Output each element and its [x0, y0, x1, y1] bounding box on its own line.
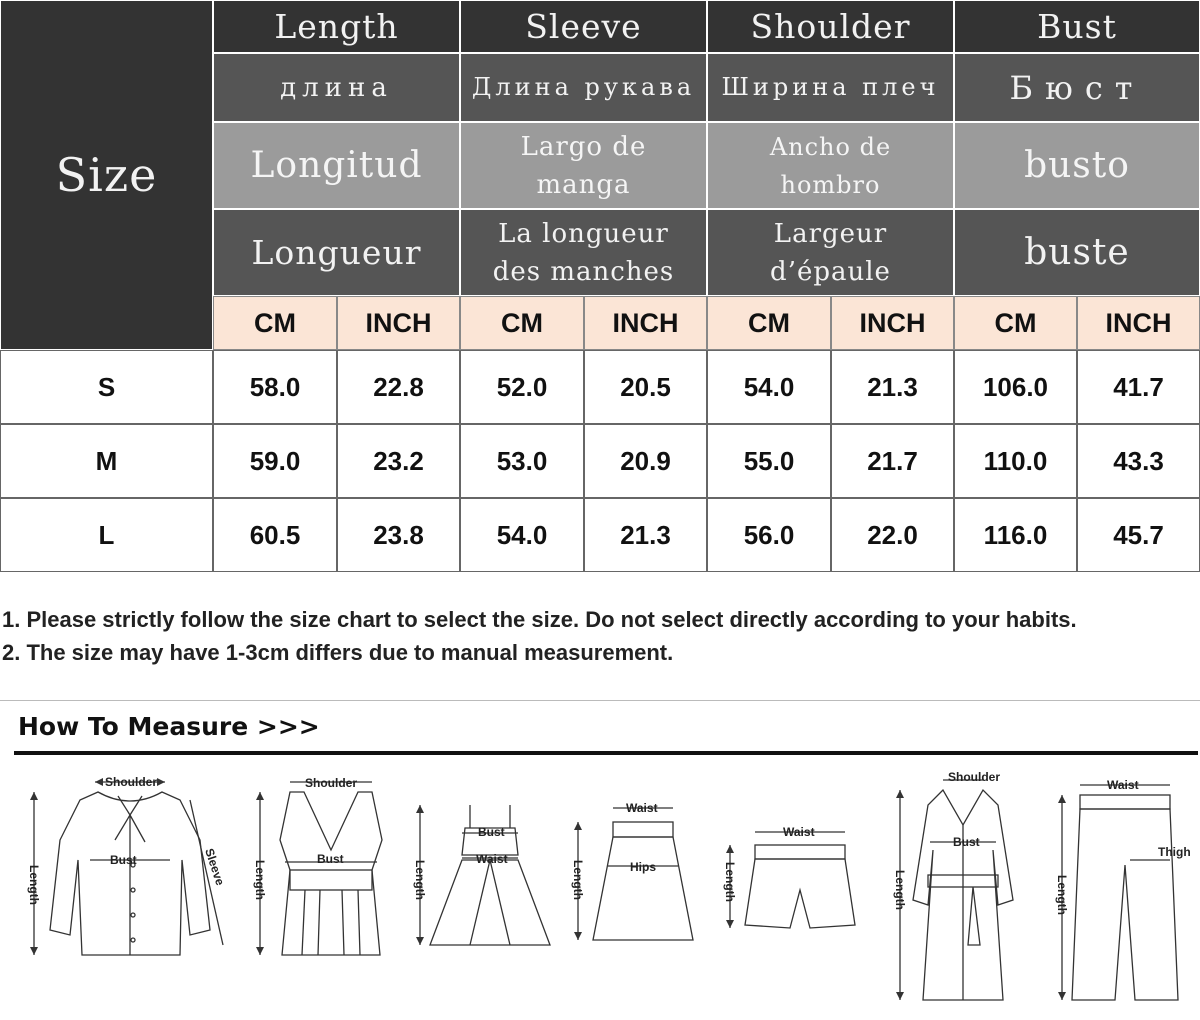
value-text: 60.5 — [249, 519, 301, 550]
unit-label: INCH — [365, 307, 432, 338]
waist-label: Waist — [626, 801, 658, 815]
unit-cm-length — [213, 296, 337, 350]
size-value: S — [97, 371, 116, 402]
vest-figure — [250, 770, 400, 970]
bust-header-ru — [954, 53, 1200, 122]
value-cell — [460, 350, 584, 424]
sleeve-header-fr-text: La longueur des manches — [492, 218, 675, 287]
sleeve-header-en — [460, 0, 707, 53]
shoulder-header-fr-text: Largeur d’épaule — [770, 218, 891, 287]
value-text: 22.8 — [373, 371, 424, 402]
length-header-es-text: Longitud — [250, 145, 423, 186]
value-cell — [584, 498, 707, 572]
unit-label: CM — [501, 307, 543, 338]
size-cell — [0, 498, 213, 572]
unit-inch-sleeve — [584, 296, 707, 350]
bust-header-ru-text: Бюст — [1009, 68, 1145, 107]
length-header-ru-text: длина — [280, 72, 393, 103]
unit-inch-length — [337, 296, 460, 350]
bust-label: Bust — [110, 853, 137, 867]
value-text: 54.0 — [743, 371, 795, 402]
size-value: L — [98, 519, 115, 550]
pants-figure — [1050, 770, 1198, 1010]
waist-label: Waist — [783, 825, 815, 839]
sleeve-header-ru — [460, 53, 707, 122]
value-cell — [707, 350, 831, 424]
length-header-es — [213, 122, 460, 209]
value-cell — [460, 498, 584, 572]
size-value: M — [95, 445, 118, 476]
shoulder-header-es — [707, 122, 954, 209]
sleeve-header-ru-text: Длина рукава — [471, 73, 696, 101]
size-cell — [0, 424, 213, 498]
note-2: 2. The size may have 1-3cm differs due to manual measurement. — [2, 640, 674, 665]
value-cell — [213, 498, 337, 572]
shoulder-header-es-text: Ancho de hombro — [769, 132, 892, 199]
value-cell — [337, 350, 460, 424]
value-cell — [831, 350, 954, 424]
length-header-ru — [213, 53, 460, 122]
bust-header-fr — [954, 209, 1200, 296]
value-text: 110.0 — [983, 445, 1048, 476]
unit-label: INCH — [859, 307, 926, 338]
shoulder-header-ru-text: Ширина плеч — [721, 73, 940, 101]
bust-header-es — [954, 122, 1200, 209]
value-text: 20.5 — [620, 371, 671, 402]
value-cell — [707, 424, 831, 498]
length-header-fr — [213, 209, 460, 296]
value-text: 45.7 — [1113, 519, 1164, 550]
shoulder-label: Shoulder — [948, 770, 1001, 784]
value-cell — [213, 350, 337, 424]
length-header-en — [213, 0, 460, 53]
value-text: 106.0 — [982, 371, 1049, 402]
waist-label: Waist — [1107, 778, 1139, 792]
value-text: 56.0 — [743, 519, 795, 550]
sleeve-header-es — [460, 122, 707, 209]
length-header-en-text: Length — [274, 7, 399, 46]
unit-inch-shoulder — [831, 296, 954, 350]
value-cell — [213, 424, 337, 498]
size-notes — [2, 603, 1077, 669]
value-text: 22.0 — [867, 519, 918, 550]
value-text: 41.7 — [1113, 371, 1164, 402]
value-text: 54.0 — [496, 519, 548, 550]
length-label: Length — [723, 862, 737, 902]
divider — [0, 700, 1200, 701]
sleeve-header-es-text: Largo de manga — [520, 131, 647, 200]
value-text: 20.9 — [620, 445, 671, 476]
length-label: Length — [1055, 875, 1069, 915]
value-text: 43.3 — [1113, 445, 1164, 476]
length-label: Length — [253, 860, 267, 900]
bust-header-en — [954, 0, 1200, 53]
unit-cm-shoulder — [707, 296, 831, 350]
value-cell — [954, 424, 1077, 498]
value-text: 21.3 — [620, 519, 671, 550]
value-text: 59.0 — [249, 445, 301, 476]
value-text: 52.0 — [496, 371, 548, 402]
value-cell — [1077, 424, 1200, 498]
value-text: 53.0 — [496, 445, 548, 476]
value-cell — [954, 350, 1077, 424]
unit-cm-bust — [954, 296, 1077, 350]
sleeve-header-fr — [460, 209, 707, 296]
bust-label: Bust — [478, 825, 505, 839]
title-underline — [14, 751, 1198, 755]
bust-label: Bust — [317, 852, 344, 866]
coat-figure — [888, 770, 1038, 1010]
value-text: 21.3 — [867, 371, 918, 402]
sleeve-label: Sleeve — [202, 846, 228, 888]
bust-label: Bust — [953, 835, 980, 849]
value-cell — [337, 498, 460, 572]
bust-header-es-text: busto — [1024, 145, 1130, 186]
shoulder-label: Shoulder — [105, 775, 158, 789]
value-cell — [831, 424, 954, 498]
length-label: Length — [893, 870, 907, 910]
value-text: 23.2 — [373, 445, 424, 476]
size-header-label: Size — [55, 148, 158, 202]
unit-label: CM — [748, 307, 790, 338]
unit-label: CM — [254, 307, 296, 338]
shoulder-header-fr — [707, 209, 954, 296]
note-1: 1. Please strictly follow the size chart to select the size. Do not select directly according to your habits. — [2, 607, 1077, 632]
value-text: 116.0 — [983, 519, 1048, 550]
skirt-figure — [568, 800, 698, 970]
value-text: 58.0 — [249, 371, 301, 402]
value-text: 23.8 — [373, 519, 424, 550]
waist-label: Waist — [476, 852, 508, 866]
sleeve-header-en-text: Sleeve — [525, 7, 642, 46]
value-cell — [460, 424, 584, 498]
unit-label: CM — [994, 307, 1037, 338]
value-cell — [584, 350, 707, 424]
dress-figure — [410, 800, 560, 970]
value-cell — [1077, 350, 1200, 424]
unit-label: INCH — [612, 307, 679, 338]
unit-label: INCH — [1105, 307, 1172, 338]
unit-cm-sleeve — [460, 296, 584, 350]
how-to-measure-title: How To Measure >>> — [18, 712, 320, 741]
blouse-figure — [20, 770, 245, 970]
shoulder-header-en — [707, 0, 954, 53]
hips-label: Hips — [630, 860, 657, 874]
bust-header-fr-text: buste — [1024, 232, 1130, 273]
length-label: Length — [571, 860, 585, 900]
value-cell — [831, 498, 954, 572]
shorts-figure — [715, 820, 865, 940]
shoulder-header-ru — [707, 53, 954, 122]
size-header — [0, 0, 213, 350]
length-header-fr-text: Longueur — [251, 233, 422, 272]
size-cell — [0, 350, 213, 424]
value-cell — [954, 498, 1077, 572]
shoulder-header-en-text: Shoulder — [750, 7, 911, 46]
value-text: 55.0 — [743, 445, 795, 476]
bust-header-en-text: Bust — [1037, 7, 1117, 46]
value-cell — [337, 424, 460, 498]
shoulder-label: Shoulder — [305, 776, 358, 790]
thigh-label: Thigh — [1158, 845, 1191, 859]
value-cell — [707, 498, 831, 572]
value-text: 21.7 — [867, 445, 918, 476]
length-label: Length — [27, 865, 41, 905]
length-label: Length — [413, 860, 427, 900]
value-cell — [584, 424, 707, 498]
value-cell — [1077, 498, 1200, 572]
unit-inch-bust — [1077, 296, 1200, 350]
